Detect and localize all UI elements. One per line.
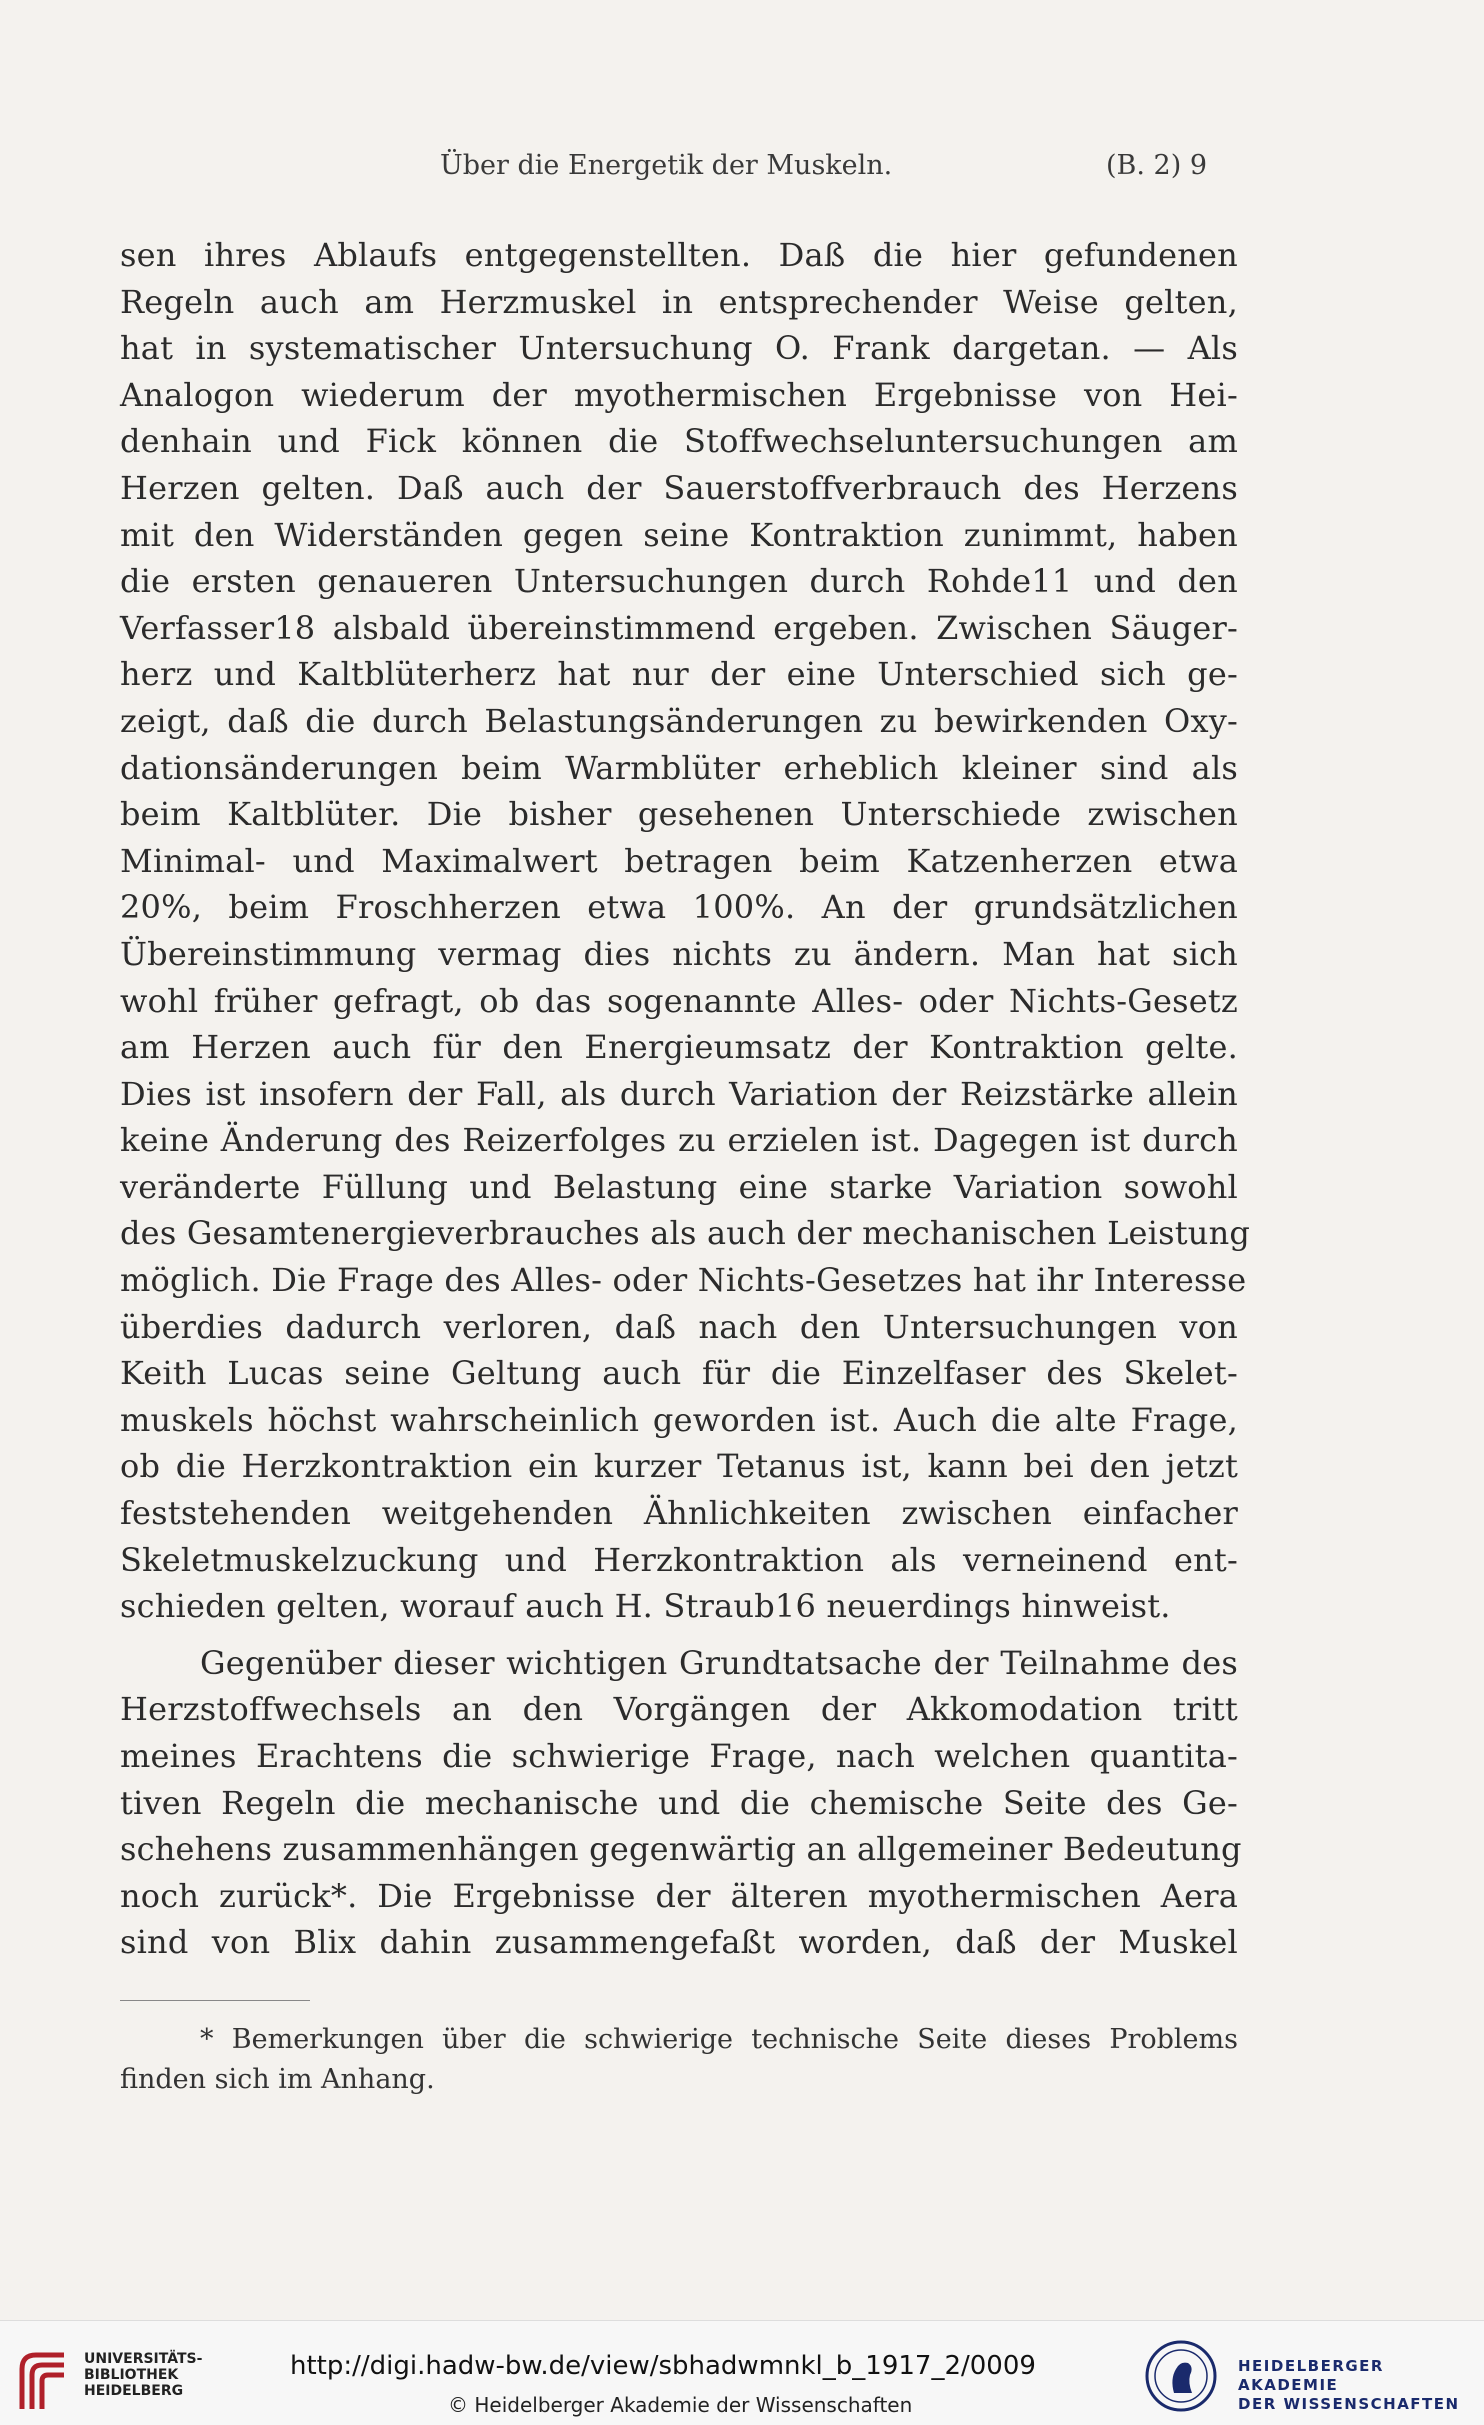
text-line: dationsänderungen beim Warmblüter erheblich kleiner sind als xyxy=(120,748,1238,787)
text-line: ob die Herzkontraktion ein kurzer Tetanus ist, kann bei den jetzt xyxy=(120,1447,1238,1486)
text-line: Minimal- und Maximalwert betragen beim Katzenherzen etwa xyxy=(120,841,1238,880)
academy-seal-icon xyxy=(1144,2339,1218,2413)
text-line: zeigt, daß die durch Belastungsänderungen zu bewirkenden Oxy- xyxy=(120,701,1238,740)
footer-bar xyxy=(0,2320,1484,2425)
footnote-line: finden sich im Anhang. xyxy=(120,2064,435,2095)
text-line: muskels höchst wahrscheinlich geworden ist. Auch die alte Frage, xyxy=(120,1400,1238,1439)
page-number: (B. 2) 9 xyxy=(1106,150,1208,181)
academy-name-line: HEIDELBERGER AKADEMIE xyxy=(1238,2357,1384,2394)
text-line: Skeletmuskelzuckung und Herzkontraktion als verneinend ent- xyxy=(120,1540,1238,1579)
text-line: Gegenüber dieser wichtigen Grundtatsache der Teilnahme des xyxy=(200,1643,1238,1682)
body-text xyxy=(120,232,1251,1966)
text-line: wohl früher gefragt, ob das sogenannte Alles- oder Nichts-Gesetz xyxy=(120,981,1238,1020)
text-line: beim Kaltblüter. Die bisher gesehenen Unterschiede zwischen xyxy=(120,795,1238,834)
text-line: Verfasser18 alsbald übereinstimmend ergeben. Zwischen Säuger- xyxy=(120,608,1238,647)
text-line: feststehenden weitgehenden Ähnlichkeiten zwischen einfacher xyxy=(120,1494,1238,1533)
text-line: denhain und Fick können die Stoffwechseluntersuchungen am xyxy=(120,422,1238,461)
text-line: mit den Widerständen gegen seine Kontraktion zunimmt, haben xyxy=(120,515,1238,554)
text-line: möglich. Die Frage des Alles- oder Nichts-Gesetzes hat ihr Interesse xyxy=(120,1261,1247,1300)
text-line: sind von Blix dahin zusammengefaßt worden, daß der Muskel xyxy=(120,1923,1238,1962)
text-line: keine Änderung des Reizerfolges zu erzielen ist. Dagegen ist durch xyxy=(120,1121,1238,1160)
library-name-line: HEIDELBERG xyxy=(84,2383,184,2399)
text-line: schehens zusammenhängen gegenwärtig an allgemeiner Bedeutung xyxy=(120,1830,1242,1869)
paragraph-gap xyxy=(120,1630,1238,1640)
text-line: hat in systematischer Untersuchung O. Frank dargetan. — Als xyxy=(120,329,1238,368)
text-line: am Herzen auch für den Energieumsatz der Kontraktion gelte. xyxy=(120,1028,1238,1067)
footnote-divider xyxy=(120,2000,310,2001)
text-line: überdies dadurch verloren, daß nach den Untersuchungen von xyxy=(120,1307,1238,1346)
academy-name xyxy=(1238,2357,1484,2414)
text-line: Dies ist insofern der Fall, als durch Variation der Reizstärke allein xyxy=(120,1074,1238,1113)
text-line: des Gesamtenergieverbrauches als auch der mechanischen Leistung xyxy=(120,1214,1251,1253)
footnote xyxy=(120,2020,1238,2100)
text-line: noch zurück*. Die Ergebnisse der älteren myothermischen Aera xyxy=(120,1876,1238,1915)
text-line: veränderte Füllung und Belastung eine starke Variation sowohl xyxy=(120,1167,1238,1206)
permalink-url[interactable]: http://digi.hadw-bw.de/view/sbhadwmnkl_b_1917_2/0009 xyxy=(290,2351,1036,2381)
text-line: Regeln auch am Herzmuskel in entsprechender Weise gelten, xyxy=(120,282,1238,321)
text-line: schieden gelten, worauf auch H. Straub16 neuerdings hinweist. xyxy=(120,1587,1171,1626)
text-line: Herzen gelten. Daß auch der Sauerstoffverbrauch des Herzens xyxy=(120,468,1238,507)
running-title: Über die Energetik der Muskeln. xyxy=(440,150,893,181)
text-line: Herzstoffwechsels an den Vorgängen der Akkomodation tritt xyxy=(120,1690,1238,1729)
academy-name-line: DER WISSENSCHAFTEN xyxy=(1238,2395,1460,2413)
text-line: sen ihres Ablaufs entgegenstellten. Daß die hier gefundenen xyxy=(120,236,1238,274)
footnote-line: * Bemerkungen über die schwierige technische Seite dieses Problems xyxy=(200,2024,1238,2055)
copyright-notice: © Heidelberger Akademie der Wissenschaften xyxy=(448,2393,913,2417)
library-name-line: UNIVERSITÄTS- xyxy=(84,2351,203,2367)
text-line: Übereinstimmung vermag dies nichts zu ändern. Man hat sich xyxy=(120,934,1238,973)
text-line: meines Erachtens die schwierige Frage, nach welchen quantita- xyxy=(120,1737,1238,1775)
text-line: tiven Regeln die mechanische und die chemische Seite des Ge- xyxy=(120,1783,1238,1822)
library-name-line: BIBLIOTHEK xyxy=(84,2367,179,2383)
university-library-name xyxy=(84,2351,202,2399)
university-library-logo-icon xyxy=(14,2349,74,2413)
text-line: 20%, beim Froschherzen etwa 100%. An der grundsätzlichen xyxy=(120,888,1238,927)
text-line: Analogon wiederum der myothermischen Ergebnisse von Hei- xyxy=(120,375,1238,414)
text-line: herz und Kaltblüterherz hat nur der eine Unterschied sich ge- xyxy=(120,655,1238,694)
text-line: die ersten genaueren Untersuchungen durch Rohde11 und den xyxy=(120,562,1238,601)
running-header xyxy=(0,150,1484,190)
text-line: Keith Lucas seine Geltung auch für die Einzelfaser des Skelet- xyxy=(120,1354,1238,1393)
